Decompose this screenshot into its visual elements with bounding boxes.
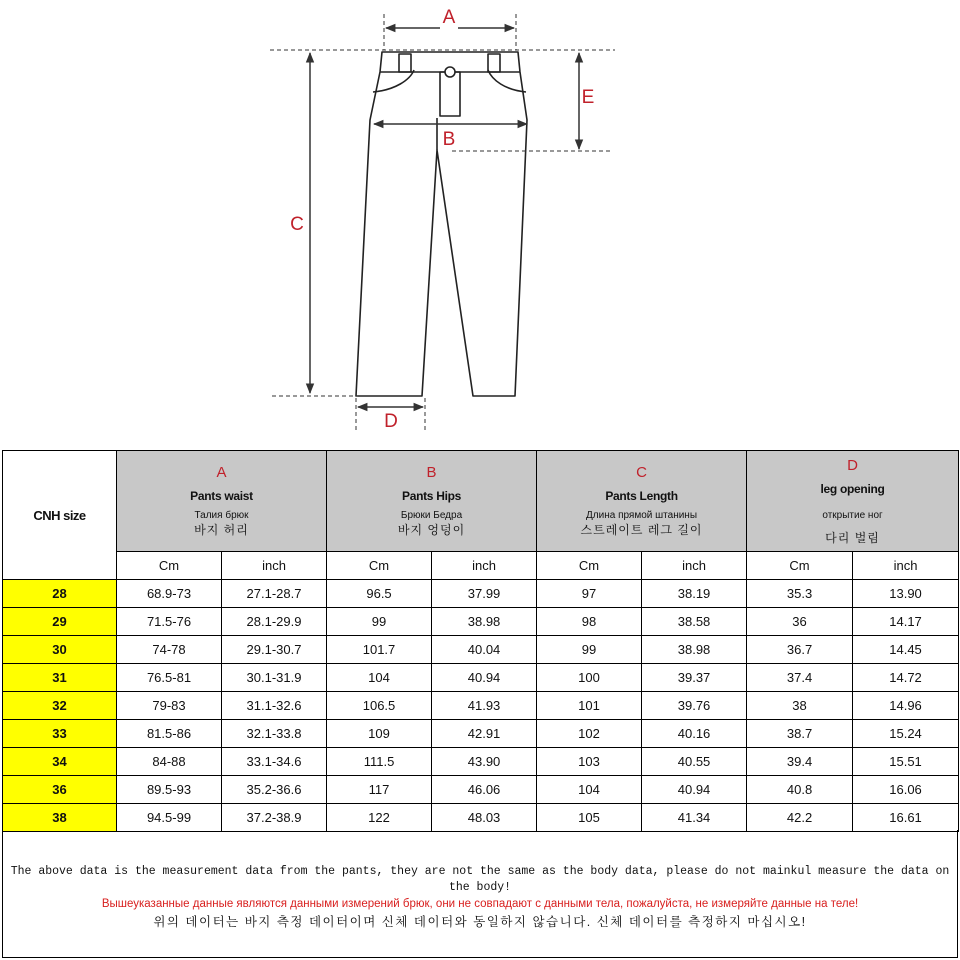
dim-label-e: E	[581, 87, 595, 108]
measurement-cell: 105	[537, 804, 642, 832]
note-korean: 위의 데이터는 바지 측정 데이터이며 신체 데이터와 동일하지 않습니다. 신체 데이터를 측정하지 마십시오!	[153, 915, 807, 929]
column-title-ko: 다리 벌림	[825, 530, 880, 545]
measurement-cell: 40.94	[432, 664, 537, 692]
measurement-cell: 39.37	[642, 664, 747, 692]
pants-measurement-diagram	[0, 0, 960, 450]
measurement-cell: 16.06	[853, 776, 959, 804]
measurement-cell: 42.91	[432, 720, 537, 748]
unit-cm: Cm	[117, 552, 222, 580]
measurement-cell: 38.58	[642, 608, 747, 636]
measurement-cell: 111.5	[327, 748, 432, 776]
measurement-note	[2, 830, 958, 958]
measurement-cell: 37.2-38.9	[222, 804, 327, 832]
size-value: 34	[3, 748, 117, 776]
measurement-cell: 29.1-30.7	[222, 636, 327, 664]
measurement-cell: 40.04	[432, 636, 537, 664]
table-row	[3, 776, 959, 804]
table-row	[3, 692, 959, 720]
size-header: CNH size	[3, 451, 117, 580]
column-title-ko: 바지 엉덩이	[397, 523, 466, 537]
column-title-ru: Длина прямой штанины	[586, 510, 698, 521]
pants-outline	[356, 52, 527, 396]
measurement-cell: 106.5	[327, 692, 432, 720]
note-english: The above data is the measurement data from the pants, they are not the same as the body data, please do not mainkul measure the data on the body!	[10, 865, 950, 894]
unit-cm: Cm	[327, 552, 432, 580]
measurement-cell: 96.5	[327, 580, 432, 608]
measurement-cell: 38.98	[432, 608, 537, 636]
measurement-cell: 36.7	[747, 636, 853, 664]
measurement-cell: 104	[537, 776, 642, 804]
measurement-cell: 38	[747, 692, 853, 720]
table-row	[3, 804, 959, 832]
measurement-cell: 102	[537, 720, 642, 748]
dim-label-a: A	[442, 7, 456, 28]
measurement-cell: 37.99	[432, 580, 537, 608]
measurement-cell: 40.55	[642, 748, 747, 776]
size-value: 30	[3, 636, 117, 664]
dim-label-b: B	[442, 129, 456, 150]
measurement-cell: 46.06	[432, 776, 537, 804]
measurement-cell: 39.4	[747, 748, 853, 776]
size-value: 32	[3, 692, 117, 720]
unit-inch: inch	[432, 552, 537, 580]
measurement-cell: 43.90	[432, 748, 537, 776]
unit-inch: inch	[853, 552, 959, 580]
table-row	[3, 720, 959, 748]
measurement-cell: 32.1-33.8	[222, 720, 327, 748]
measurement-cell: 79-83	[117, 692, 222, 720]
measurement-cell: 38.98	[642, 636, 747, 664]
unit-row	[3, 552, 959, 580]
measurement-cell: 94.5-99	[117, 804, 222, 832]
column-title-en: Pants Length	[605, 489, 678, 503]
unit-inch: inch	[642, 552, 747, 580]
measurement-cell: 14.96	[853, 692, 959, 720]
measurement-cell: 122	[327, 804, 432, 832]
column-header-d	[747, 451, 959, 552]
measurement-cell: 48.03	[432, 804, 537, 832]
table-row	[3, 748, 959, 776]
dim-label-c: C	[290, 214, 304, 235]
size-value: 31	[3, 664, 117, 692]
measurement-cell: 89.5-93	[117, 776, 222, 804]
measurement-cell: 14.17	[853, 608, 959, 636]
measurement-cell: 84-88	[117, 748, 222, 776]
measurement-cell: 100	[537, 664, 642, 692]
size-chart-table	[2, 450, 959, 832]
size-value: 33	[3, 720, 117, 748]
column-title-ko: 스트레이트 레그 길이	[580, 523, 703, 537]
measurement-cell: 15.51	[853, 748, 959, 776]
measurement-cell: 41.93	[432, 692, 537, 720]
column-title-en: Pants Hips	[402, 489, 462, 503]
column-title-ru: Талия брюк	[194, 510, 249, 521]
measurement-cell: 117	[327, 776, 432, 804]
size-value: 36	[3, 776, 117, 804]
column-letter: C	[636, 464, 647, 481]
measurement-cell: 28.1-29.9	[222, 608, 327, 636]
measurement-cell: 109	[327, 720, 432, 748]
size-value: 28	[3, 580, 117, 608]
measurement-cell: 101	[537, 692, 642, 720]
measurement-cell: 99	[537, 636, 642, 664]
measurement-cell: 30.1-31.9	[222, 664, 327, 692]
measurement-cell: 41.34	[642, 804, 747, 832]
dim-label-d: D	[384, 411, 398, 432]
table-header-row	[3, 451, 959, 552]
table-row	[3, 636, 959, 664]
measurement-cell: 68.9-73	[117, 580, 222, 608]
measurement-cell: 33.1-34.6	[222, 748, 327, 776]
measurement-cell: 15.24	[853, 720, 959, 748]
column-letter: D	[847, 456, 858, 474]
measurement-cell: 40.94	[642, 776, 747, 804]
measurement-cell: 31.1-32.6	[222, 692, 327, 720]
measurement-cell: 16.61	[853, 804, 959, 832]
measurement-cell: 27.1-28.7	[222, 580, 327, 608]
unit-cm: Cm	[537, 552, 642, 580]
measurement-cell: 99	[327, 608, 432, 636]
size-value: 38	[3, 804, 117, 832]
measurement-cell: 71.5-76	[117, 608, 222, 636]
measurement-cell: 35.2-36.6	[222, 776, 327, 804]
measurement-cell: 97	[537, 580, 642, 608]
column-header-a	[117, 451, 327, 552]
unit-cm: Cm	[747, 552, 853, 580]
measurement-cell: 74-78	[117, 636, 222, 664]
size-value: 29	[3, 608, 117, 636]
table-row	[3, 664, 959, 692]
measurement-cell: 35.3	[747, 580, 853, 608]
measurement-cell: 14.72	[853, 664, 959, 692]
note-russian: Вышеуказанные данные являются данными измерений брюк, они не совпадают с данными тела, пожалуйста, не измеряйте данные на теле!	[101, 898, 859, 910]
measurement-cell: 39.76	[642, 692, 747, 720]
column-title-en: leg opening	[820, 481, 885, 496]
measurement-cell: 40.16	[642, 720, 747, 748]
measurement-cell: 40.8	[747, 776, 853, 804]
measurement-cell: 81.5-86	[117, 720, 222, 748]
measurement-cell: 37.4	[747, 664, 853, 692]
column-title-ko: 바지 허리	[194, 523, 249, 537]
unit-inch: inch	[222, 552, 327, 580]
column-title-ru: открытие ног	[822, 509, 883, 521]
column-letter: B	[426, 464, 437, 481]
column-letter: A	[216, 464, 227, 481]
column-header-b	[327, 451, 537, 552]
measurement-cell: 14.45	[853, 636, 959, 664]
table-row	[3, 580, 959, 608]
measurement-cell: 104	[327, 664, 432, 692]
measurement-cell: 98	[537, 608, 642, 636]
measurement-cell: 42.2	[747, 804, 853, 832]
measurement-cell: 13.90	[853, 580, 959, 608]
measurement-cell: 76.5-81	[117, 664, 222, 692]
column-header-c	[537, 451, 747, 552]
measurement-cell: 36	[747, 608, 853, 636]
measurement-cell: 38.19	[642, 580, 747, 608]
column-title-ru: Брюки Бедра	[400, 510, 463, 521]
measurement-cell: 38.7	[747, 720, 853, 748]
measurement-cell: 101.7	[327, 636, 432, 664]
table-row	[3, 608, 959, 636]
measurement-cell: 103	[537, 748, 642, 776]
column-title-en: Pants waist	[190, 489, 253, 503]
